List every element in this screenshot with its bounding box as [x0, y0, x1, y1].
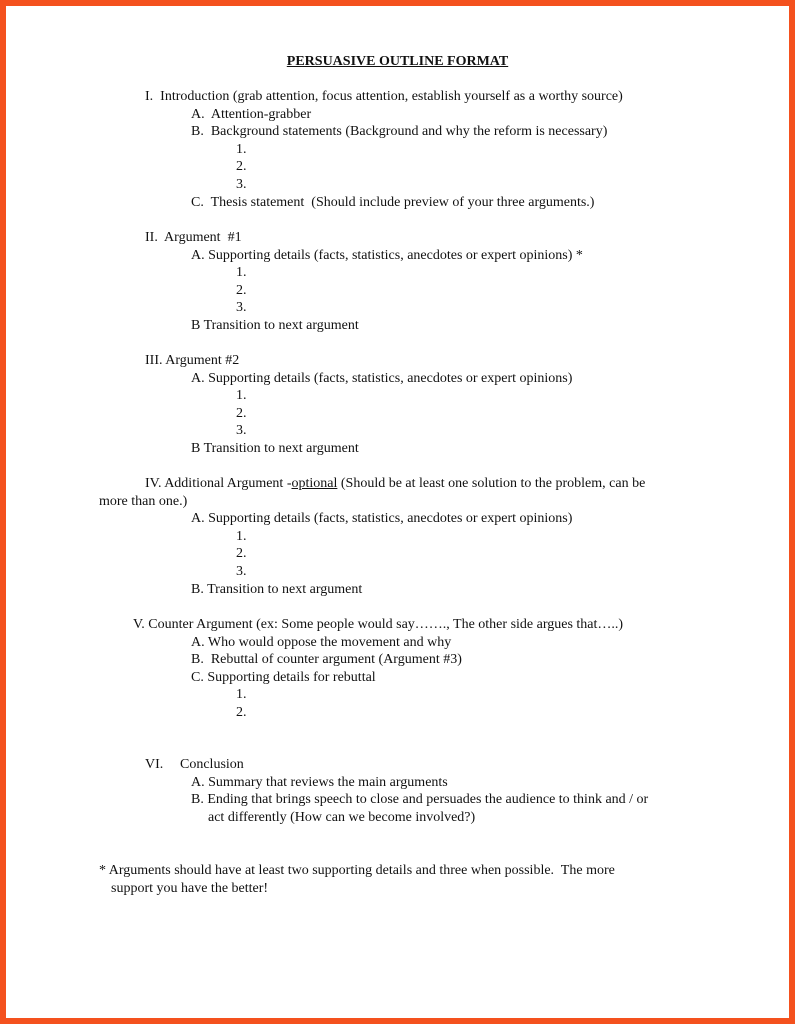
argument-2-subitem-1: 1. [236, 388, 247, 403]
additional-argument-heading-prefix: IV. Additional Argument - [145, 476, 292, 491]
additional-argument-subitem-2: 2. [236, 546, 247, 561]
introduction-item-c: C. Thesis statement (Should include preview of your three arguments.) [191, 195, 595, 210]
argument-2-item-b: B Transition to next argument [191, 441, 359, 456]
counter-argument-subitem-2: 2. [236, 705, 247, 720]
counter-argument-item-b: B. Rebuttal of counter argument (Argument #3) [191, 652, 462, 667]
conclusion-heading: Conclusion [180, 757, 244, 772]
conclusion-item-b-continued: act differently (How can we become involved?) [208, 810, 476, 825]
additional-argument-heading-continued: more than one.) [99, 494, 188, 509]
argument-2-heading: III. Argument #2 [145, 353, 240, 368]
argument-2-subitem-3: 3. [236, 423, 247, 438]
counter-argument-item-c: C. Supporting details for rebuttal [191, 670, 376, 685]
page-title: PERSUASIVE OUTLINE FORMAT [286, 54, 509, 69]
additional-argument-heading [145, 475, 645, 493]
argument-1-subitem-2: 2. [236, 283, 247, 298]
argument-1-item-a: A. Supporting details (facts, statistics, anecdotes or expert opinions) * [191, 248, 583, 263]
optional-label: optional [291, 476, 338, 491]
introduction-subitem-3: 3. [236, 177, 247, 192]
introduction-subitem-2: 2. [236, 159, 247, 174]
footnote-line-2: support you have the better! [111, 881, 269, 896]
argument-1-subitem-1: 1. [236, 265, 247, 280]
counter-argument-item-a: A. Who would oppose the movement and why [191, 635, 452, 650]
conclusion-item-b: B. Ending that brings speech to close and persuades the audience to think and / or [191, 792, 649, 807]
counter-argument-heading: V. Counter Argument (ex: Some people would say……., The other side argues that…..) [133, 617, 624, 632]
additional-argument-item-b: B. Transition to next argument [191, 582, 363, 597]
conclusion-numeral: VI. [145, 757, 164, 772]
introduction-item-a: A. Attention-grabber [191, 107, 312, 122]
counter-argument-subitem-1: 1. [236, 687, 247, 702]
additional-argument-item-a: A. Supporting details (facts, statistics, anecdotes or expert opinions) [191, 511, 573, 526]
additional-argument-heading-suffix: (Should be at least one solution to the problem, can be [337, 476, 646, 491]
introduction-item-b: B. Background statements (Background and why the reform is necessary) [191, 124, 608, 139]
argument-2-subitem-2: 2. [236, 406, 247, 421]
additional-argument-subitem-1: 1. [236, 529, 247, 544]
argument-1-item-b: B Transition to next argument [191, 318, 359, 333]
introduction-subitem-1: 1. [236, 142, 247, 157]
footnote-line-1: * Arguments should have at least two supporting details and three when possible. The more [99, 863, 615, 878]
conclusion-item-a: A. Summary that reviews the main arguments [191, 775, 448, 790]
argument-1-heading: II. Argument #1 [145, 230, 242, 245]
introduction-heading: I. Introduction (grab attention, focus attention, establish yourself as a worthy source) [145, 89, 623, 104]
additional-argument-subitem-3: 3. [236, 564, 247, 579]
argument-2-item-a: A. Supporting details (facts, statistics, anecdotes or expert opinions) [191, 371, 573, 386]
argument-1-subitem-3: 3. [236, 300, 247, 315]
